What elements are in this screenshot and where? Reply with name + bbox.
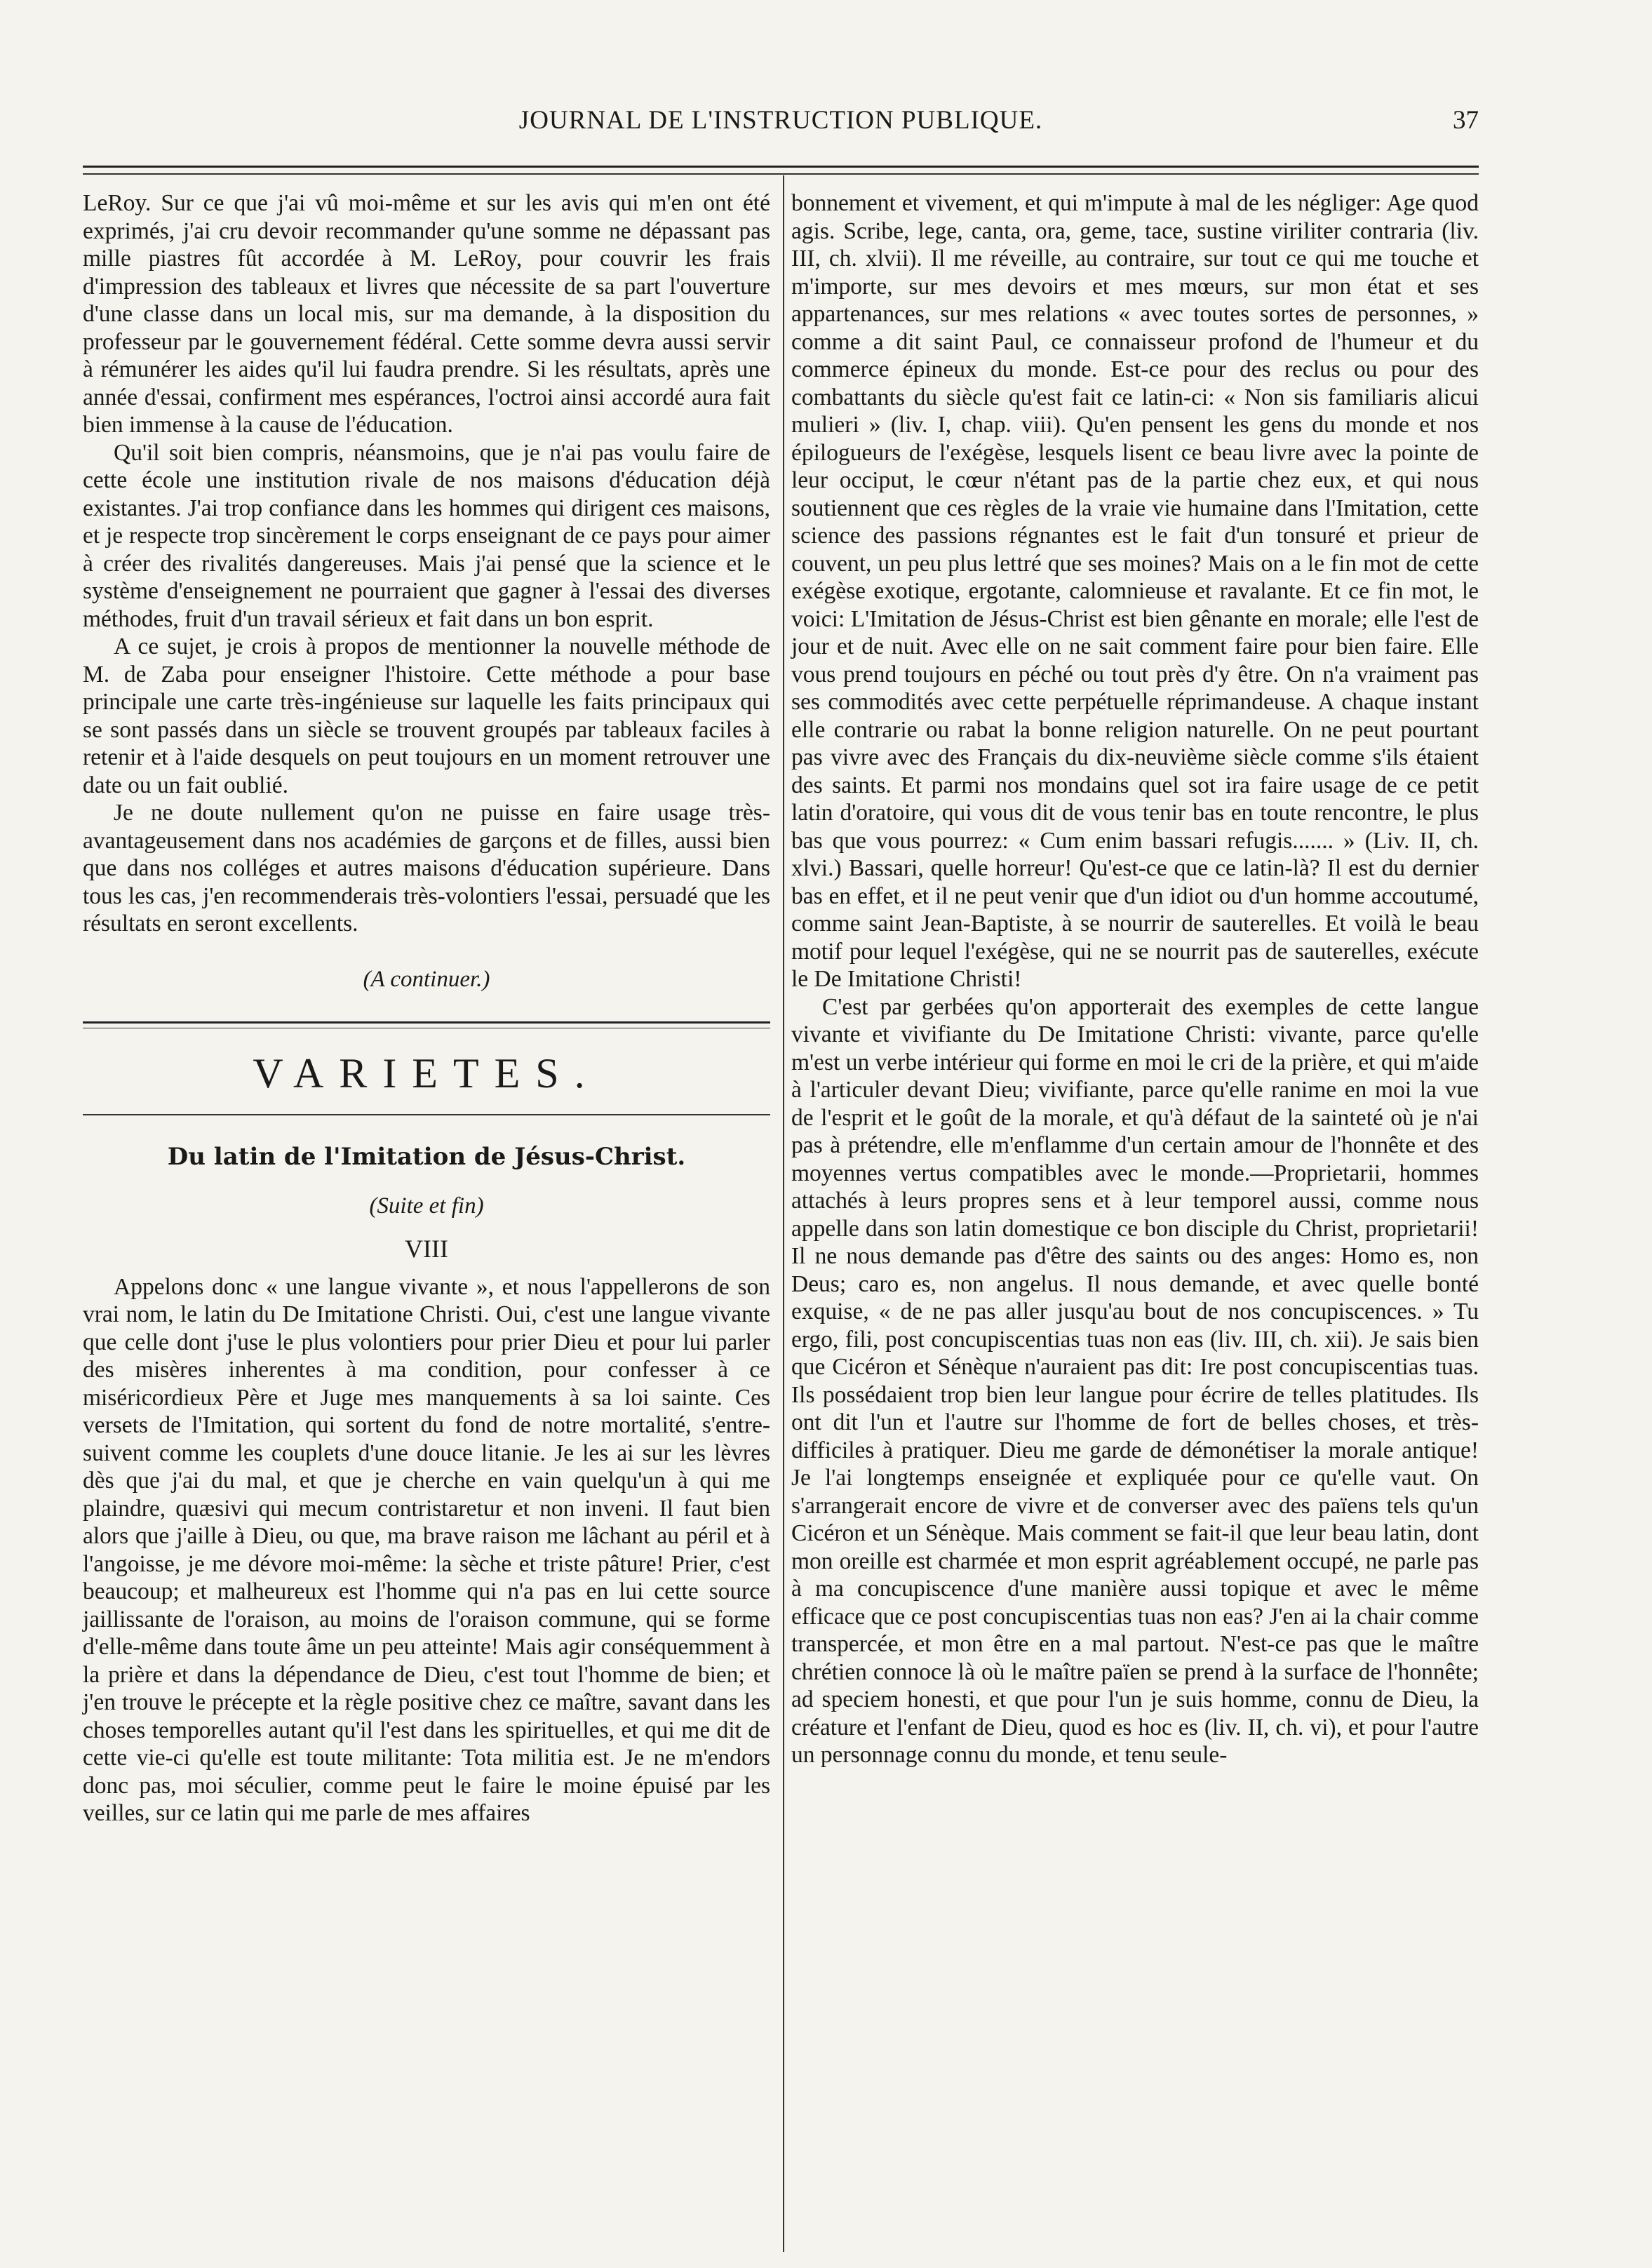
paragraph: LeRoy. Sur ce que j'ai vû moi-même et sur les avis qui m'en ont été exprimés, j'ai cru devoir recommander qu'une somme ne dépassant pas mille piastres fût accordée à M. LeRoy, pour couvrir les frais d'impression des tableaux et livres que nécessite de sa part l'ouverture d'une classe dans un local mis, sur ma demande, à la disposition du professeur par le gouvernement fédéral. Cette somme devra aussi servir à rémunérer les aides qu'il lui faudra prendre. Si les résultats, après une année d'essai, confirment mes espérances, l'octroi ainsi accordé aura fait bien immense à la cause de l'éducation. (83, 190, 770, 438)
article-subtitle: (Suite et fin) (369, 1193, 484, 1219)
paragraph: C'est par gerbées qu'on apporterait des exemples de cette langue vivante et vivifiante du De Imitatione Christi: vivante, parce qu'elle m'est un verbe intérieur qui forme en moi le cri de la prière, et qui m'aide à l'articuler devant Dieu; vivifiante, parce qu'elle ranime en moi la vue de l'esprit et le goût de la morale, et qu'à défaut de la sainteté où je n'ai pas à prétendre, elle m'enflamme d'un certain amour de l'honnête et des moyennes vertus compatibles avec le monde.—Proprietarii, hommes attachés à leurs propres sens et à leur temporel aussi, comme nous appelle dans son latin domestique ce bon disciple du Christ, proprietarii! Il ne nous demande pas d'être des saints ou des anges: Homo es, non Deus; caro es, non angelus. Il nous demande, et avec quelle bonté exquise, « de ne pas aller jusqu'au bout de nos concupiscences. » Tu ergo, fili, post concupiscentias tuas non eas (liv. III, ch. xii). Je sais bien que Cicéron et Sénèque n'auraient pas dit: Ire post concupiscentias tuas. Ils possédaient trop bien leur langue pour écrire de telles platitudes. Ils ont dit l'un et l'autre sur l'homme de fort de belles choses, et très-difficiles à pratiquer. Dieu me garde de démonétiser la morale antique! Je l'ai longtemps enseignée et expliquée pour ce qu'elle vaut. On s'arrangerait encore de vivre et de converser avec des païens tels qu'un Cicéron et un Sénèque. Mais comment se fait-il que leur beau latin, dont mon oreille est charmée et mon esprit agréablement occupé, ne parle pas à ma concupiscence d'une manière aussi topique et avec le même efficace que ce post concupiscentias tuas non eas? J'en ai la chair comme transpercée, et mon être en a mal partout. N'est-ce pas que le maître chrétien connoce là où le maître païen se prend à la surface de l'honnête; ad speciem honesti, et que pour l'un je suis homme, connu de Dieu, la créature et l'enfant de Dieu, quod es hoc es (liv. II, ch. vi), et pour l'autre un personnage connu du monde, et tenu seule- (791, 993, 1479, 1768)
page-header (83, 105, 1479, 147)
section-rule (83, 1114, 770, 1115)
paragraph: bonnement et vivement, et qui m'impute à mal de les négliger: Age quod agis. Scribe, lege, canta, ora, geme, tace, sustine viriliter contraria (liv. III, ch. xlvii). Il me réveille, au contraire, sur tout ce qui me touche et m'importe, sur mes devoirs et mes mœurs, sur mon état et ses appartenances, sur mes relations « avec toutes sortes de personnes, » comme a dit saint Paul, ce connaisseur profond de l'humeur et du commerce épineux du monde. Est-ce pour des reclus ou pour des combattants du siècle qu'est fait ce latin-ci: « Non sis familiaris alicui mulieri » (liv. I, chap. viii). Qu'en pensent les gens du monde et nos épilogueurs de l'exégèse, lesquels lisent ce beau livre avec la pointe de leur occiput, le cœur n'étant pas de la partie chez eux, et qui nous soutiennent que ces règles de la vraie vie humaine dans l'Imitation, cette science des passions régnantes est le fait d'un tonsuré et prieur de couvent, un peu plus lettré que ses moines? Mais on a le fin mot de cette exégèse exotique, ergotante, calomnieuse et ravalante. Et ce fin mot, le voici: L'Imitation de Jésus-Christ est bien gênante en morale; elle l'est de jour et de nuit. Avec elle on ne sait comment faire pour bien faire. Elle vous prend toujours en péché ou tout près d'y être. On n'a vraiment pas ses commodités avec cette perpétuelle réprimandeuse. A chaque instant elle contrarie ou rabat la bonne religion naturelle. On ne peut pourtant pas vivre avec des Français du dix-neuvième siècle comme s'ils étaient des saints. Et parmi nos mondains quel sot ira faire usage de ce petit latin d'oratoire, qui vous dit de vous tenir bas en toute rencontre, le plus bas que vous pourrez: « Cum enim bassari refugis....... » (Liv. II, ch. xlvi.) Bassari, quelle horreur! Qu'est-ce que ce latin-là? Il est du dernier bas en effet, et il ne peut venir que d'un idiot ou d'un homme accoutumé, comme saint Jean-Baptiste, à se nourrir de sauterelles. Et voilà le beau motif pour lequel l'exégèse, qui ne se nourrit pas de sauterelles, exécute le De Imitatione Christi! (791, 190, 1479, 992)
running-title: JOURNAL DE L'INSTRUCTION PUBLIQUE. (518, 106, 1043, 135)
paragraph: Je ne doute nullement qu'on ne puisse en faire usage très-avantageusement dans nos académies de garçons et de filles, aussi bien que dans nos colléges et autres maisons d'éducation supérieure. Dans tous les cas, j'en recommenderais très-volontiers l'essai, persuadé que les résultats en seront excellents. (83, 800, 770, 937)
left-column (83, 189, 770, 1827)
page-number: 37 (1453, 106, 1479, 135)
section-title: VARIETES. (253, 1050, 600, 1096)
article-title: Du latin de l'Imitation de Jésus-Christ. (167, 1143, 686, 1171)
section-rule (83, 1021, 770, 1028)
right-column (791, 189, 1479, 1769)
header-rule (83, 166, 1479, 175)
paragraph: Qu'il soit bien compris, néansmoins, que je n'ai pas voulu faire de cette école une institution rivale de nos maisons d'éducation déjà existantes. J'ai trop confiance dans les hommes qui dirigent ces maisons, et je respecte trop sincèrement le corps enseignant de ce pays pour aimer à créer des rivalités dangereuses. Mais j'ai pensé que la science et le système d'enseignement ne pourraient que gagner à l'essai des diverses méthodes, fruit d'un travail sérieux et fait dans un bon esprit. (83, 439, 770, 632)
paragraph: A ce sujet, je crois à propos de mentionner la nouvelle méthode de M. de Zaba pour enseigner l'histoire. Cette méthode a pour base principale une carte très-ingénieuse sur laquelle les faits principaux qui se sont passés dans un siècle se trouvent groupés par tableaux faciles à retenir et à l'aide desquels on peut toujours en un moment retrouver une date ou un fait oublié. (83, 633, 770, 798)
column-divider (783, 175, 784, 2252)
continued-note: (A continuer.) (363, 966, 490, 992)
part-numeral: VIII (405, 1235, 448, 1263)
paragraph: Appelons donc « une langue vivante », et nous l'appellerons de son vrai nom, le latin du De Imitatione Christi. Oui, c'est une langue vivante que celle dont j'use le plus volontiers pour prier Dieu et pour lui parler des misères inherentes à ma condition, pour confesser à ce miséricordieux Père et Juge mes manquements à sa loi sainte. Ces versets de l'Imitation, qui sortent du fond de notre mortalité, s'entre-suivent comme les couplets d'une douce litanie. Je les ai sur les lèvres dès que j'ai du mal, et que je cherche en vain quelqu'un à qui me plaindre, quæsivi qui mecum contristaretur et non inveni. Il faut bien alors que j'aille à Dieu, ou que, ma brave raison me lâchant au péril et à l'angoisse, je me dévore moi-même: la sèche et triste pâture! Prier, c'est beaucoup; et malheureux est l'homme qui n'a pas en lui cette source jaillissante de l'oraison, au moins de l'oraison commune, qui se forme d'elle-même dans toute âme un peu atteinte! Mais agir conséquemment à la prière et dans la dépendance de Dieu, c'est tout l'homme de bien; et j'en trouve le précepte et la règle positive chez ce maître, savant dans les choses temporelles autant qu'il l'est dans les spirituelles, et qui me dit de cette vie-ci qu'elle est toute militante: Tota militia est. Je ne m'endors donc pas, moi séculier, comme peut le faire le moine épuisé par les veilles, sur ce latin qui me parle de mes affaires (83, 1273, 770, 1826)
